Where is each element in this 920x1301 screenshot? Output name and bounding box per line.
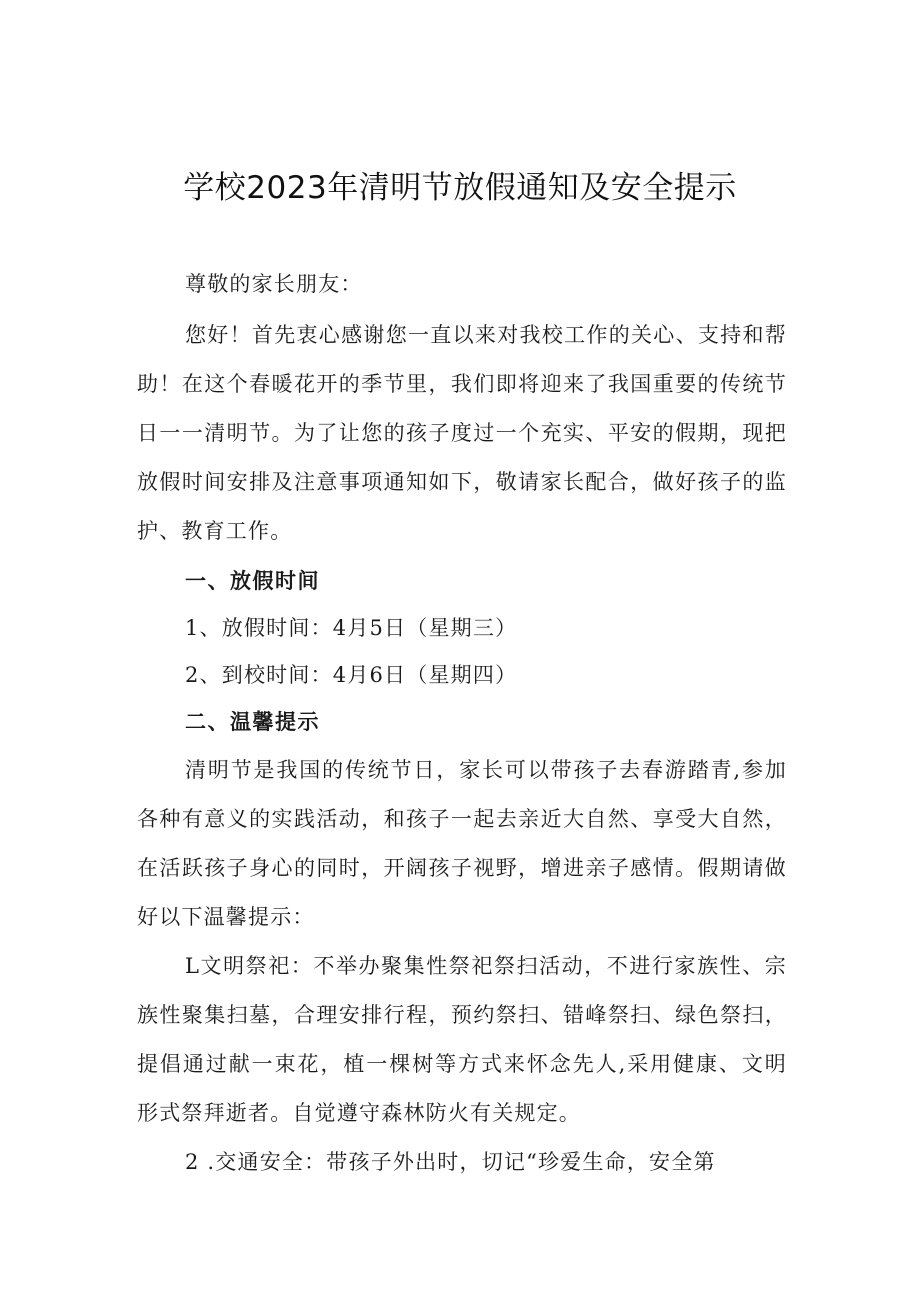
holiday-start-item: 1、放假时间：4月5日（星期三） (185, 616, 518, 640)
section2-heading: 二、温馨提示 (185, 710, 320, 734)
document-title: 学校2023年清明节放假通知及安全提示 (183, 170, 737, 206)
return-date-item: 2、到校时间：4月6日（星期四） (185, 663, 518, 687)
section1-heading: 一、放假时间 (185, 569, 320, 593)
intro-paragraph: 您好！首先衷心感谢您一直以来对我校工作的关心、支持和帮助！在这个春暖花开的季节里，我们即将迎来了我国重要的传统节日一一清明节。为了让您的孩子度过一个充实、平安的假期，现把放假时间安排及注意事项通知如下，敬请家长配合，做好孩子的监护、教育工作。 (137, 323, 787, 543)
tip2-paragraph: 2 .交通安全：带孩子外出时，切记“珍爱生命，安全第 (185, 1150, 716, 1174)
tip1-paragraph: L文明祭祀：不举办聚集性祭祀祭扫活动，不进行家族性、宗族性聚集扫墓，合理安排行程，预约祭扫、错峰祭扫、绿色祭扫，提倡通过献一束花，植一棵树等方式来怀念先人,采用健康、文明形式祭拜逝者。自觉遵守森林防火有关规定。 (137, 954, 787, 1125)
document-body (137, 264, 787, 1187)
section2-intro-paragraph: 清明节是我国的传统节日，家长可以带孩子去春游踏青,参加各种有意义的实践活动，和孩子一起去亲近大自然、享受大自然，在活跃孩子身心的同时，开阔孩子视野，增进亲子感情。假期请做好以下温馨提示： (137, 758, 787, 929)
greeting: 尊敬的家长朋友： (185, 272, 363, 296)
